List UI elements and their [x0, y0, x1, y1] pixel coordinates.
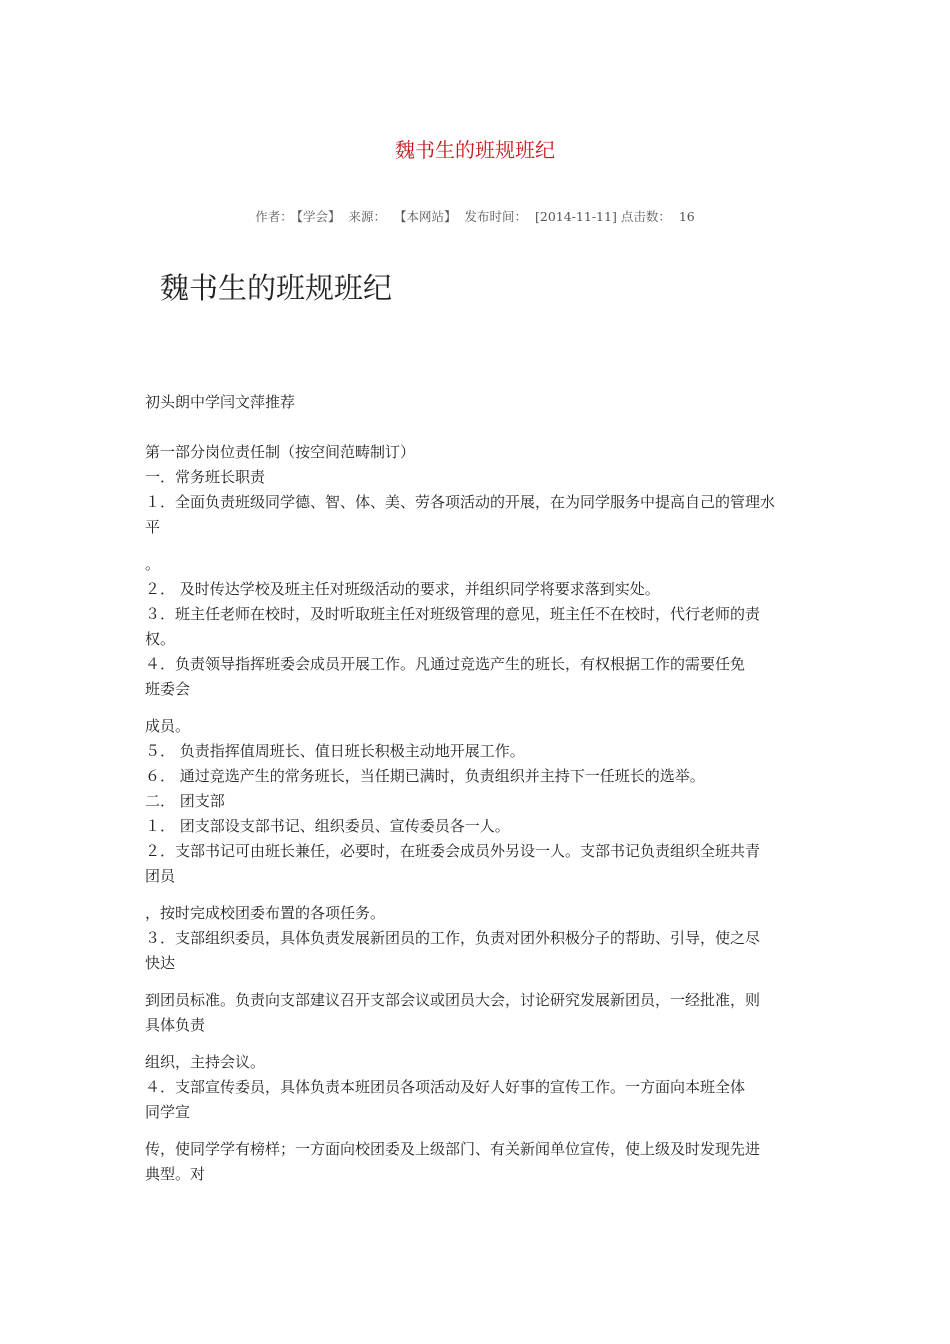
body-line: 传，使同学学有榜样；一方面向校团委及上级部门、有关新闻单位宣传，使上级及时发现先进: [145, 1140, 761, 1158]
body-line: 典型。对: [145, 1165, 206, 1183]
body-line: 一．常务班长职责: [145, 468, 266, 486]
body-line: ４．支部宣传委员，具体负责本班团员各项活动及好人好事的宣传工作。一方面向本班全体: [145, 1078, 746, 1096]
body-line: ３．支部组织委员，具体负责发展新团员的工作，负责对团外积极分子的帮助、引导，使之尽: [145, 929, 761, 947]
article-meta: [0, 207, 950, 227]
body-line: ３．班主任老师在校时，及时听取班主任对班级管理的意见，班主任不在校时，代行老师的责: [145, 605, 761, 623]
body-line: １．全面负责班级同学德、智、体、美、劳各项活动的开展，在为同学服务中提高自己的管理水: [145, 493, 776, 511]
body-line: 班委会: [145, 680, 191, 698]
article-heading: 魏书生的班规班纪: [160, 271, 393, 305]
author-value[interactable]: 【学会】: [296, 209, 341, 224]
recommend-line: 初头朗中学闫文萍推荐: [145, 393, 296, 411]
body-line: 二． 团支部: [145, 792, 225, 810]
body-line: ，按时完成校团委布置的各项任务。: [145, 904, 386, 922]
author-label: 作者：: [255, 209, 293, 224]
body-line: 第一部分岗位责任制（按空间范畴制订）: [145, 443, 416, 461]
body-line: ４．负责领导指挥班委会成员开展工作。凡通过竞选产生的班长，有权根据工作的需要任免: [145, 655, 746, 673]
body-line: 平: [145, 518, 161, 536]
article-body: [145, 390, 810, 1187]
body-line: 同学宣: [145, 1103, 191, 1121]
source-value[interactable]: 【本网站】: [394, 209, 457, 224]
body-line: 权。: [145, 630, 176, 648]
body-line: 成员。: [145, 717, 191, 735]
body-line: ２．支部书记可由班长兼任，必要时，在班委会成员外另设一人。支部书记负责组织全班共青: [145, 842, 761, 860]
body-line: 到团员标准。负责向支部建议召开支部会议或团员大会，讨论研究发展新团员，一经批准，则: [145, 991, 761, 1009]
source-label: 来源：: [348, 209, 387, 224]
body-line: ５． 负责指挥值周班长、值日班长积极主动地开展工作。: [145, 742, 525, 760]
body-line: ２． 及时传达学校及班主任对班级活动的要求，并组织同学将要求落到实处。: [145, 580, 660, 598]
body-line: 。: [145, 555, 161, 573]
page-title: 魏书生的班规班纪: [395, 138, 555, 162]
date-value: [2014-11-11]: [535, 209, 617, 224]
date-label: 发布时间：: [464, 209, 528, 224]
body-line: １． 团支部设支部书记、组织委员、宣传委员各一人。: [145, 817, 510, 835]
body-line: 快达: [145, 954, 176, 972]
body-line: 具体负责: [145, 1016, 206, 1034]
body-line: ６． 通过竞选产生的常务班长，当任期已满时，负责组织并主持下一任班长的选举。: [145, 767, 705, 785]
clicks-label: 点击数：: [620, 209, 671, 224]
body-line: 团员: [145, 867, 176, 885]
body-line: 组织，主持会议。: [145, 1053, 266, 1071]
clicks-value: 16: [678, 209, 695, 224]
